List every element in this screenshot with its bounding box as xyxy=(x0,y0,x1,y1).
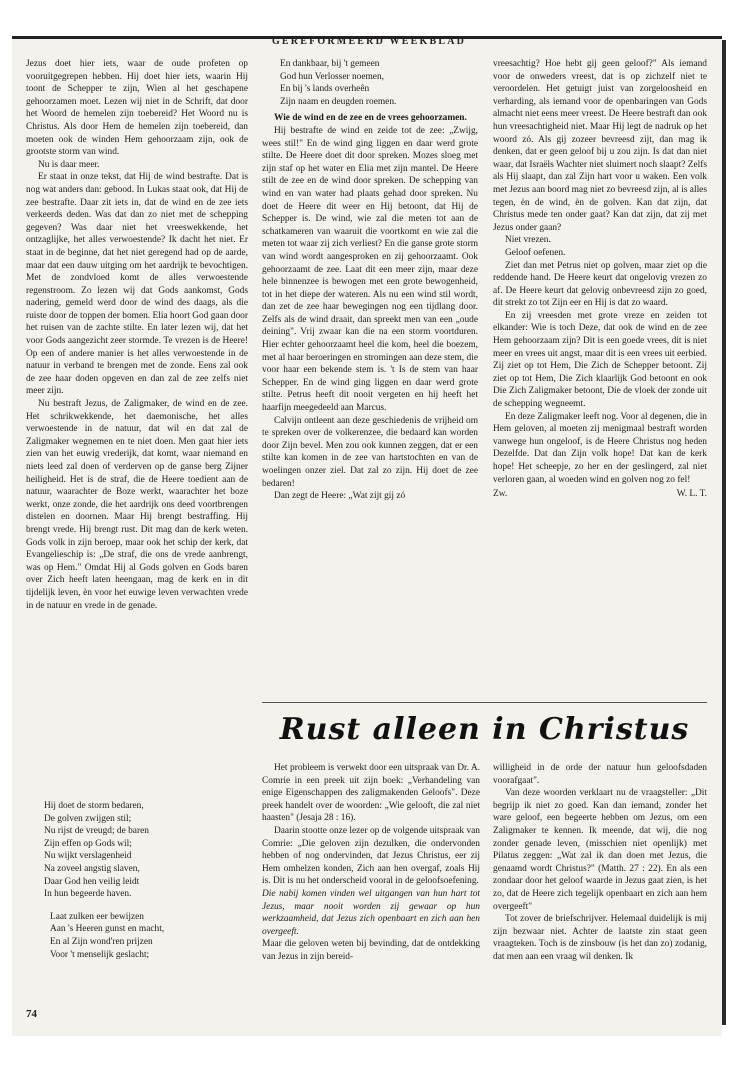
page-edge-shadow xyxy=(722,40,726,1025)
italic-quote: Die nabij komen vinden wel uitgangen van hun hart tot Jezus, maar nooit worden zij gewaar op hun werkzaamheid, dat Jezus zich openbaart en zich aan hen overgeeft. xyxy=(262,888,480,937)
col2-paragraph: Calvijn ontleent aan deze geschiedenis de vrijheid om te spreken over de volkerenzee, die bedaard kan worden door Zijn bevel. Men zou ook kunnen zeggen, dat er een stilte kan komen in de zee van hartstochten en van de woelingen onzer ziel. Dat zal zo zijn. Hij doet de zee bedaren! xyxy=(262,415,478,489)
col1-paragraph: Er staat in onze tekst, dat Hij de wind bestrafte. Dat is nog wat anders dan: gebood. In Lukas staat ook, dat Hij de zee bestrafte. Daar zit iets in, dat de wind en de zee iets verkeerds deden. Was dat dan zo niet met de schepping gegeven? Was daar niet het vreeswekkende, het ontzaglijke, het alles verwoestende? Ik dacht het niet. Er staat in de beginne, dat het niet geregend had op de aarde, maar dat een dauw uitging om het aardrijk te bevochtigen. Met de zondvloed komt de alles verwoestende regenstroom. Zo lezen wij dat Gods aankomst, Gods nadering, gemeld werd door de wind des daags, als die ruiste door de toppen der bomen. Elia hoort God gaan door het ruisen van de zachte stilte. En later lezen wij, dat het voor Gods aangezicht zeer stormde. Te vrezen is de Heere! Op een of andere manier is het alles verwoestende in de natuur in verband te brengen met de zonde. Eens zal ook de zee haar doden opgeven en dan zal de zee zelfs niet meer zijn. xyxy=(26,172,248,397)
col4-paragraph: Het probleem is verwekt door een uitspraak van Dr. A. Comrie in een preek uit zijn boek: „Verhandeling van enige Eigenschappen des zaligmakenden Geloofs". Deze preek handelt over de woorden: „Wie gelooft, die zal niet haasten" (Jesaja 28 : 16). xyxy=(262,763,480,824)
col3-paragraph: Ziet dan met Petrus niet op golven, maar ziet op die reddende hand. De Heere keurt dat ongelovig vrezen zo af. De Heere keurt dat gelovig onbevreesd zijn zo goed, dit strekt zo tot Zijn eer en Hij is dat zo waard. xyxy=(493,260,707,309)
col3-paragraph: Niet vrezen. xyxy=(505,235,551,246)
poem-line: En al Zijn wond'ren prijzen xyxy=(50,936,153,947)
col3-paragraph: En zij vreesden met grote vreze en zeiden tot elkander: Wie is toch Deze, dat ook de wind en de zee Hem gehoorzaam zijn? Dit is een goede vrees, dit is niet meer en vrees uit angst, maar dit is een vrees uit eerbied. Zij ziet op tot Hem, Die Zich de Schepper betoont. Zij ziet op tot Hem, Die Zich klaarlijk God betoont en ook Die Zich Zaligmaker betoont, Die de vloek der zonde uit de schepping wegneemt. xyxy=(493,310,707,410)
column-3 xyxy=(493,58,707,501)
poem-line: Na zoveel angstig slaven, xyxy=(44,863,140,874)
col4-paragraph: Maar die geloven weten bij bevinding, dat de ontdekking van Jezus in zijn bereid- xyxy=(262,939,480,962)
col2-paragraph: Hij bestrafte de wind en zeide tot de zee: „Zwijg, wees stil!" En de wind ging liggen en daar werd grote stilte. De Heere doet dit door spreken. Mozes sloeg met zijn staf op het water en Elia met zijn mantel. De Heere stilt de zee en de wind door spreken. De schepping van wind en van water had plaats gehad door spreken. Nu doet de Heere dit weer en Hij betoont, dat Hij de Schepper is. De wind, wie zal die meten tot aan de schatkameren van waaruit die voortkomt en wie zal die meten tot waar zij zich verliest? En die ganse grote storm van wind wordt aangesproken en zij gehoorzaamt. Ook gehoorzaamt de zee. Laat dit een meer zijn, maar deze hele binnenzee is bewogen met een grote bewogenheid, tot in het diepe der wateren. Als nu een wind stil wordt, dan zet de zee haar bewegingen nog een tijdlang door. Zelfs als de wind draait, dan spreekt men van een „oude deining". Vrij zwaar kan die na een storm voortduren. Hier echter gehoorzaamt heel die kom, heel die boezem, met al haar beroeringen en stromingen aan deze stem, die voor haar een bekende stem is. 't Is de stem van haar Schepper. En de wind ging liggen en daar werd grote stilte. Petrus heeft dit nooit vergeten en hij heeft het haarfijn meegedeeld aan Marcus. xyxy=(262,125,478,414)
poem-line: In hun begeerde haven. xyxy=(44,889,132,900)
col5-paragraph: willigheid in de orde der natuur hun geloofsdaden voorafgaat". xyxy=(493,763,707,786)
col1-paragraph: Nu bestraft Jezus, de Zaligmaker, de wind en de zee. Het schrikwekkende, het daemonische, het alles verwoestende in de natuur, dat wil en dat zal de Zaligmaker wegnemen en te niet doen. Men gaat hier iets zien van het euwig vrederijk, dat komt, waar niemand en niets leed zal doen of verderven op de ganse berg Zijner heiligheid. Het is de straf, die de Heere toedient aan de natuur, waarachter de Boze werkt, waarachter het boze werkt, onze zonde, die het aardrijk ons deed voortbrengen distelen en doornen. Maar Hij brengt bestraffing. Hij brengt vrede. Hij brengt rust. Dit mag dan de kerk weten. Gods volk in zijn beroep, maar ook het schip der kerk, dat Evangelieschip is: „De straf, die ons de vrede aanbrengt, was op Hem." Omdat Hij al Gods golven en Gods baren over Zich heeft laten heengaan, mag de kerk en in dit tijdelijk leven, èn voor het euwige leven verwachten vrede in de natuur en vrede in de genade. xyxy=(26,399,248,611)
poem-line: God hun Verlosser noemen, xyxy=(280,71,384,82)
col3-paragraph: vreesachtig? Hoe hebt gij geen geloof?" Als iemand voor de onweders vreest, dat is op zichzelf niet te veroordelen. Het getuigt juist van zorgeloosheid en verharding, als iemand voor de openbaringen van Gods almacht niet eens meer vreest. De Heere bestraft dan ook hun vreesachtigheid niet. Maar Hij legt de nadruk op het woord zó. Als gij zozeer bevreesd zijt, dan mag ik denken, dat er geen geloof bij u zou zijn. Is dat dan niet waar, dat Israëls Wachter niet sluimert noch slaapt? Zelfs als Hij slaapt, dan zal Zijn hart voor u waken. Een volk met Jezus aan boord mag niet zo bevreesd zijn, al is alles tegen, èn de wind, èn de golven. Kan dat zijn, dat Christus mede ten onder gaat? Kan dat zijn, dat zij met Jezus onder gaan? xyxy=(493,59,707,233)
poem-line: Hij doet de storm bedaren, xyxy=(44,801,144,811)
column-4 xyxy=(262,762,480,964)
col3-paragraph: Geloof oefenen. xyxy=(505,247,566,258)
section-subheading: Wie de wind en de zee en de vrees gehoorzamen. xyxy=(274,113,467,124)
poem-line: Aan 's Heeren gunst en macht, xyxy=(50,924,165,935)
signature xyxy=(493,488,707,501)
article-title: Rust alleen in Christus xyxy=(279,712,690,747)
col3-paragraph: En deze Zaligmaker leeft nog. Voor al degenen, die in Hem geloven, al moeten zij menigmaal bestraft worden vanwege hun ongeloof, is de Heere Christus nog heden Dezelfde. Dat dan Zijn volk hope! Dat kan de kerk hope! Het scheepje, zo her en der geslingerd, zal niet verloren gaan, al woeden wind en golven nog zo fel! xyxy=(493,411,707,485)
col5-paragraph: Tot zover de briefschrijver. Helemaal duidelijk is mij zijn bezwaar niet. Achter de laatste zin staat geen vraagteken. Toch is de zinsbouw (is het dan zo) zodanig, dat men aan een vraag wil denken. Ik xyxy=(493,914,707,962)
col5-paragraph: Van deze woorden verklaart nu de vraagsteller: „Dit begrijp ik niet zo goed. Kan dan iemand, zonder het ware geloof, een begeerte hebben om Jezus, om een Zaligmaker te kennen. Ik meende, dat wij, die nog zonder genade leven, (misschien niet openlijk) met Pilatus zeggen: „Wat zal ik dan doen met Jezus, die genaamd wordt Christus?" (Matth. 27 : 22). En als een zondaar door het geloof waarde in Jezus gaat zien, is het zo, dat de Heere zich tegelijk openbaart en zich aan hem overgeeft" xyxy=(493,788,707,912)
poem-stanza-1 xyxy=(44,800,248,901)
col4-paragraph: Daarin stootte onze lezer op de volgende uitspraak van Comrie: „Die geloven zijn dezulken, die ondervonden hebben of nog ondervinden, dat Jezus Christus, eer zij Hem omhelzen konden, Zich aan hen overgaf, zoals Hij is. Dit is nu het onderscheid vooral in de geloofsoefening. xyxy=(262,825,480,887)
column-5 xyxy=(493,762,707,964)
col1-paragraph: Nu is daar meer. xyxy=(38,159,100,170)
signature-initials: W. L. T. xyxy=(676,489,707,500)
page-number: 74 xyxy=(26,1008,37,1020)
column-1 xyxy=(26,58,248,612)
page-header: GEREFORMEERD WEEKBLAD xyxy=(271,36,467,47)
col1-paragraph: Jezus doet hier iets, waar de oude profeten op vooruitgegrepen hebben. Hij doet hier iets, waarin Hij toont de Schepper te zijn, Wien al het geschapene gehoorzamen moet. Lezen wij niet in de Schrift, dat door het Woord de hemelen zijn toebereid? Het Woord nu is Christus. Als door Hem de hemelen zijn toebereid, dan moeten ook de winden Hem gehoorzaam zijn, ook de grootste storm van wind. xyxy=(26,59,248,158)
poem-line: Zijn effen op Gods wil; xyxy=(44,838,132,849)
poem-line: Laat zulken eer bewijzen xyxy=(50,911,144,922)
col4-italic-quote xyxy=(262,888,480,938)
poem-stanza-3 xyxy=(280,58,478,108)
poem-line: De golven zwijgen stil; xyxy=(44,813,132,824)
poem-line: Zijn naam en deugden roemen. xyxy=(280,96,397,107)
poem-line: Nu wijkt verslagenheid xyxy=(44,851,132,862)
signature-place: Zw. xyxy=(493,489,508,500)
poem-line: Voor 't menselijk geslacht; xyxy=(50,949,150,960)
column-1-poems xyxy=(26,796,248,969)
column-2 xyxy=(262,58,478,503)
poem-line: En bij 's lands overheên xyxy=(280,84,370,95)
poem-line: Nu rijst de vreugd; de baren xyxy=(44,826,149,837)
poem-line: Daar God hen veilig leidt xyxy=(44,876,140,887)
section-divider xyxy=(262,702,707,703)
poem-stanza-2 xyxy=(50,911,248,961)
col2-paragraph: Dan zegt de Heere: „Wat zijt gij zó xyxy=(274,491,406,502)
poem-line: En dankbaar, bij 't gemeen xyxy=(280,59,380,69)
